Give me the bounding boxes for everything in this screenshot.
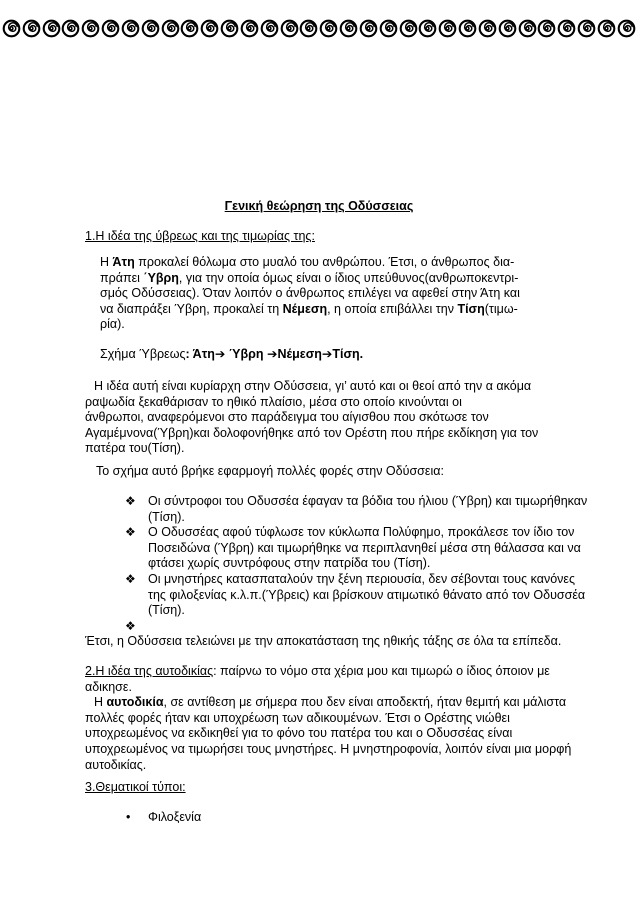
scheme-label: Σχήμα Ύβρεως	[100, 347, 186, 361]
spiral-icon	[319, 19, 338, 38]
section-1-paragraph-2	[85, 379, 605, 457]
section-1-heading: 1.Η ιδέα της ύβρεως και της τιμωρίας της:	[85, 229, 315, 243]
spiral-icon	[280, 19, 299, 38]
text-segment: , η οποία επιβάλλει την	[327, 301, 458, 316]
spiral-icon	[81, 19, 100, 38]
list-item	[85, 494, 615, 525]
spiral-icon	[577, 19, 596, 38]
section-2	[85, 664, 615, 773]
text-segment: Η	[100, 255, 113, 269]
spiral-icon	[200, 19, 219, 38]
term-nemesi: Νέμεση	[282, 301, 328, 316]
examples-intro-text: Το σχήμα αυτό βρήκε εφαρμογή πολλές φορές στην Οδύσσεια:	[96, 464, 444, 478]
spiral-icon	[220, 19, 239, 38]
text-segment: να διαπράξει Ύβρη, προκαλεί τη	[100, 301, 283, 316]
spiral-icon	[121, 19, 140, 38]
diamond-bullet-icon: ❖	[125, 525, 136, 540]
spiral-icon	[458, 19, 477, 38]
section-2-heading: 2.Η ιδέα της αυτοδικίας	[85, 664, 214, 678]
spiral-icon	[42, 19, 61, 38]
text-line: Οι σύντροφοι του Οδυσσέα έφαγαν τα βόδια του ήλιου (Ύβρη) και τιμωρήθηκαν	[148, 494, 588, 508]
text-line: υποχρεωμένος να εκδικηθεί για το φόνο του πατέρα του και ο Οδυσσέας είναι	[85, 726, 513, 741]
text-segment: ρία).	[100, 317, 125, 332]
text-line: άνθρωποι, αναφερόμενοι στο παράδειγμα του αίγισθου που σκότωσε τον	[85, 410, 489, 425]
term-autodikia: αυτοδικία	[106, 695, 164, 710]
text-line: πολλές φορές ήταν και υποχρέωση των αδικουμένων. Έτσι ο Ορέστης νιώθει	[85, 710, 510, 725]
text-line: Οι μνηστήρες κατασπαταλούν την ξένη περιουσία, δεν σέβονται τους κανόνες	[148, 571, 576, 586]
section-1-conclusion	[85, 634, 615, 650]
spiral-icon	[141, 19, 160, 38]
list-item-text: Φιλοξενία	[148, 810, 202, 824]
term-tisi: Τίση	[457, 301, 485, 316]
list-item	[85, 525, 615, 572]
text-line: της φιλοξενίας κ.λ.π.(Ύβρεις) και βρίσκουν ατιμωτικό θάνατο από τον Οδυσσέα	[148, 587, 586, 602]
text-line: ραψωδία ξεκαθάρισαν το ηθικό πλαίσιο, μέσα στο οποίο κινούνται οι	[85, 394, 462, 409]
text-line: Ο Οδυσσέας αφού τύφλωσε τον κύκλωπα Πολύφημο, προκάλεσε τον ίδιο τον	[148, 525, 575, 540]
term-yvri: ΄Υβρη	[143, 270, 179, 285]
spiral-icon	[260, 19, 279, 38]
text-line: (Τίση).	[148, 603, 185, 618]
section-3-heading: 3.Θεματικοί τύποι:	[85, 780, 186, 794]
section-3	[85, 780, 615, 796]
spiral-icon	[161, 19, 180, 38]
spiral-icon	[518, 19, 537, 38]
section-1-paragraph-1	[100, 255, 610, 333]
spiral-icon	[537, 19, 556, 38]
spiral-icon	[379, 19, 398, 38]
spiral-icon	[180, 19, 199, 38]
text-line: Η ιδέα αυτή είναι κυρίαρχη στην Οδύσσεια, γι’ αυτό και οι θεοί από την α ακόμα	[94, 379, 532, 393]
decorative-border	[2, 18, 636, 38]
text-segment: (τιμω-	[484, 301, 518, 316]
spiral-icon	[2, 19, 21, 38]
arrow-right-icon: ➔	[266, 347, 278, 361]
text-segment: , σε αντίθεση με σήμερα που δεν είναι αποδεκτή, ήταν θεμιτή και μάλιστα	[163, 695, 567, 710]
text-segment: , για την οποία όμως είναι ο ίδιος υπεύθυνος(ανθρωποκεντρι-	[178, 270, 519, 285]
term-ati: Άτη	[112, 255, 135, 269]
section-1-heading-row	[85, 229, 605, 245]
diamond-bullet-icon: ❖	[125, 494, 136, 508]
spiral-icon	[418, 19, 437, 38]
text-segment: Η	[94, 695, 107, 710]
examples-intro	[96, 464, 606, 480]
text-line: Αγαμέμνονα(Ύβρη)και δολοφονήθηκε από τον Ορέστη που πήρε εκδίκηση για τον	[85, 425, 539, 440]
section-3-list	[85, 810, 615, 826]
list-item	[85, 810, 615, 826]
text-line: αδικησε.	[85, 679, 132, 694]
arrow-right-icon: ➔	[214, 347, 226, 361]
diamond-bullet-icon: ❖	[125, 571, 136, 586]
page-title: Γενική θεώρηση της Οδύσσειας	[224, 199, 414, 213]
spiral-icon	[101, 19, 120, 38]
text-segment: πράπει	[100, 270, 144, 285]
spiral-icon	[498, 19, 517, 38]
scheme-term: Τίση.	[332, 347, 364, 361]
spiral-icon	[339, 19, 358, 38]
spiral-icon	[299, 19, 318, 38]
text-line: πατέρα του(Τίση).	[85, 441, 185, 456]
spiral-icon	[240, 19, 259, 38]
spiral-icon	[22, 19, 41, 38]
conclusion-text: Έτσι, η Οδύσσεια τελειώνει με την αποκατάσταση της ηθικής τάξης σε όλα τα επίπεδα.	[85, 634, 562, 648]
spiral-icon	[557, 19, 576, 38]
spiral-icon	[597, 19, 616, 38]
examples-list	[85, 494, 615, 634]
list-item-empty	[85, 619, 615, 635]
spiral-icon	[438, 19, 457, 38]
text-segment: σμός Οδύσσειας). Όταν λοιπόν ο άνθρωπος επιλέγει να αφεθεί στην Άτη και	[100, 286, 520, 301]
diamond-bullet-icon: ❖	[125, 618, 136, 633]
text-line: Ποσειδώνα (Ύβρη) και τιμωρήθηκε να περιπλανηθεί μέσα στη θάλασσα και να	[148, 540, 581, 555]
section-2-heading-rest: : παίρνω το νόμο στα χέρια μου και τιμωρώ ο ίδιος όποιον με	[213, 664, 550, 678]
spiral-icon	[617, 19, 636, 38]
spiral-icon	[399, 19, 418, 38]
arrow-right-icon: ➔	[321, 347, 333, 361]
spiral-icon	[61, 19, 80, 38]
text-line: φτάσει χωρίς συντρόφους στην πατρίδα του (Τίση).	[148, 556, 431, 571]
text-line: (Τίση).	[148, 509, 185, 524]
text-segment: προκαλεί θόλωμα στο μυαλό του ανθρώπου. Έτσι, ο άνθρωπος δια-	[134, 255, 515, 269]
scheme-term: Νέμεση	[277, 347, 322, 361]
scheme-term: Άτη	[192, 347, 215, 361]
spiral-icon	[359, 19, 378, 38]
bullet-dot-icon: •	[126, 810, 131, 824]
scheme-colon: :	[185, 347, 193, 361]
hubris-scheme	[100, 347, 610, 363]
spiral-icon	[478, 19, 497, 38]
scheme-term: Ύβρη	[228, 347, 264, 361]
text-line: υποχρεωμένος να τιμωρήσει τους μνηστήρες. Η μνηστηροφονία, λοιπόν είναι μια μορφή	[85, 741, 572, 756]
list-item	[85, 572, 615, 619]
text-line: αυτοδικίας.	[85, 757, 147, 772]
